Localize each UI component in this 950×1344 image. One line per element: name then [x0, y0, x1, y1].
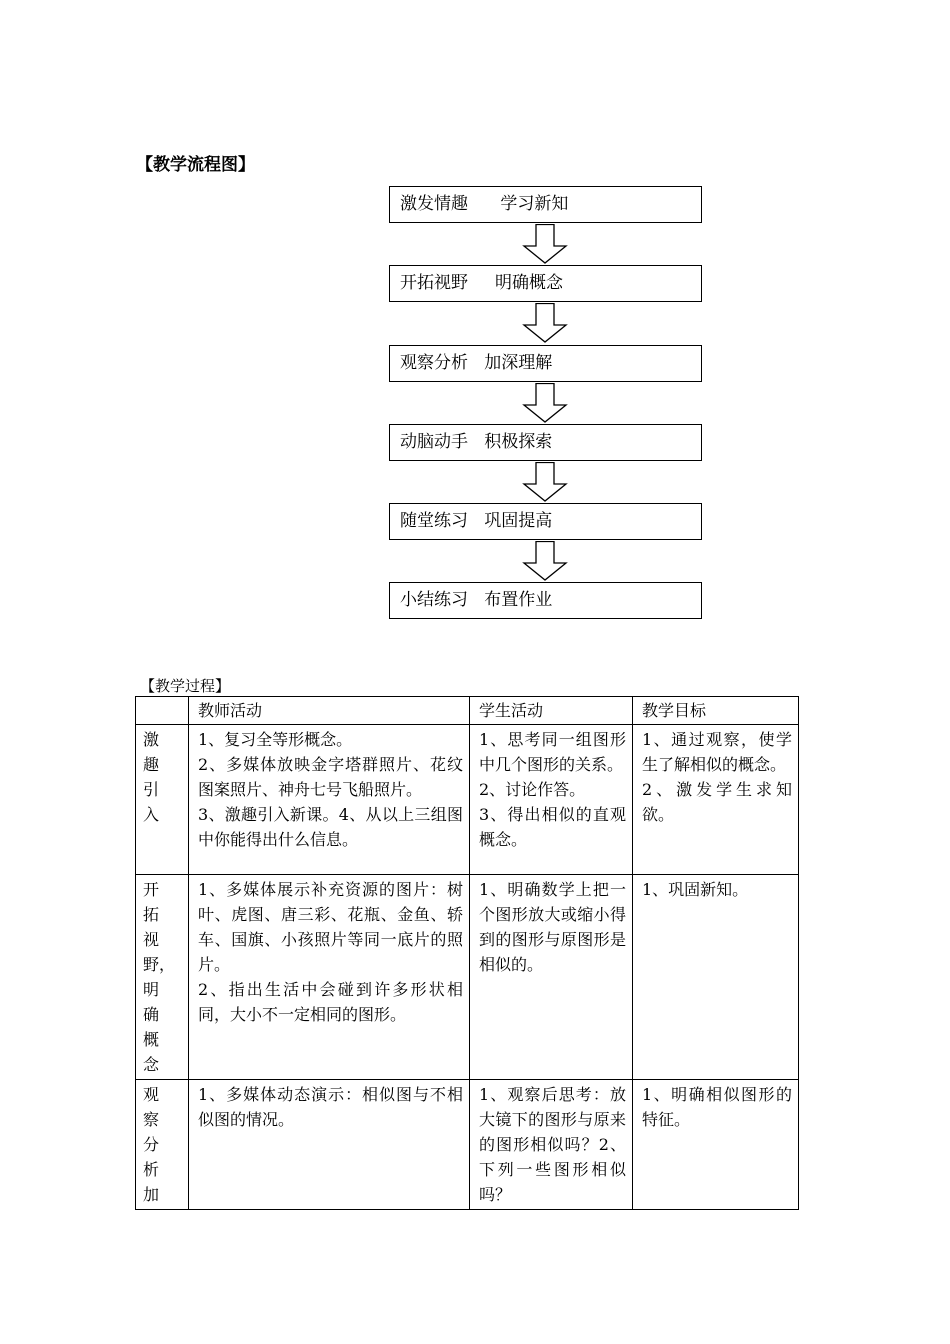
down-arrow-icon: [522, 303, 568, 343]
stage-label: 开拓视野，明确概念: [143, 880, 176, 1074]
header-cell: 教学目标: [633, 697, 799, 725]
teaching-goal-cell: 1、巩固新知。: [633, 875, 799, 1080]
teaching-goal-cell: 1、通过观察，使学生了解相似的概念。 2、激发学生求知欲。: [633, 725, 799, 875]
teacher-activity-cell: 1、复习全等形概念。 2、多媒体放映金字塔群照片、花纹图案照片、神舟七号飞船照片。 3、激趣引入新课。4、从以上三组图中你能得出什么信息。: [189, 725, 470, 875]
header-cell: [136, 697, 189, 725]
down-arrow-icon: [522, 224, 568, 264]
flow-step: 开拓视野 明确概念: [389, 265, 702, 302]
table-row: [136, 1080, 799, 1210]
header-cell: 学生活动: [470, 697, 633, 725]
down-arrow-icon: [522, 383, 568, 423]
flow-step: 小结练习 布置作业: [389, 582, 702, 619]
student-activity-cell: 1、明确数学上把一个图形放大或缩小得到的图形与原图形是相似的。: [470, 875, 633, 1080]
flowchart-title: 【教学流程图】: [136, 155, 255, 175]
table-row: [136, 875, 799, 1080]
process-title: 【教学过程】: [140, 677, 231, 695]
table-row: [136, 725, 799, 875]
stage-cell: [136, 1080, 189, 1210]
flow-step: 观察分析 加深理解: [389, 345, 702, 382]
stage-label: 观察分析加: [143, 1085, 160, 1204]
student-activity-cell: 1、思考同一组图形中几个图形的关系。 2、讨论作答。 3、得出相似的直观概念。: [470, 725, 633, 875]
header-cell: 教师活动: [189, 697, 470, 725]
flow-step: 动脑动手 积极探索: [389, 424, 702, 461]
flow-step: 激发情趣 学习新知: [389, 186, 702, 223]
stage-cell: [136, 875, 189, 1080]
stage-cell: [136, 725, 189, 875]
down-arrow-icon: [522, 541, 568, 581]
process-table: [135, 696, 799, 1210]
down-arrow-icon: [522, 462, 568, 502]
student-activity-cell: 1、观察后思考：放大镜下的图形与原来的图形相似吗？2、下列一些图形相似吗？: [470, 1080, 633, 1210]
teacher-activity-cell: 1、多媒体展示补充资源的图片：树叶、虎图、唐三彩、花瓶、金鱼、轿车、国旗、小孩照片等同一底片的照片。 2、指出生活中会碰到许多形状相同，大小不一定相同的图形。: [189, 875, 470, 1080]
flow-step: 随堂练习 巩固提高: [389, 503, 702, 540]
teacher-activity-cell: 1、多媒体动态演示：相似图与不相似图的情况。: [189, 1080, 470, 1210]
table-header-row: [136, 697, 799, 725]
stage-label: 激趣引入: [143, 730, 160, 824]
teaching-goal-cell: 1、明确相似图形的特征。: [633, 1080, 799, 1210]
